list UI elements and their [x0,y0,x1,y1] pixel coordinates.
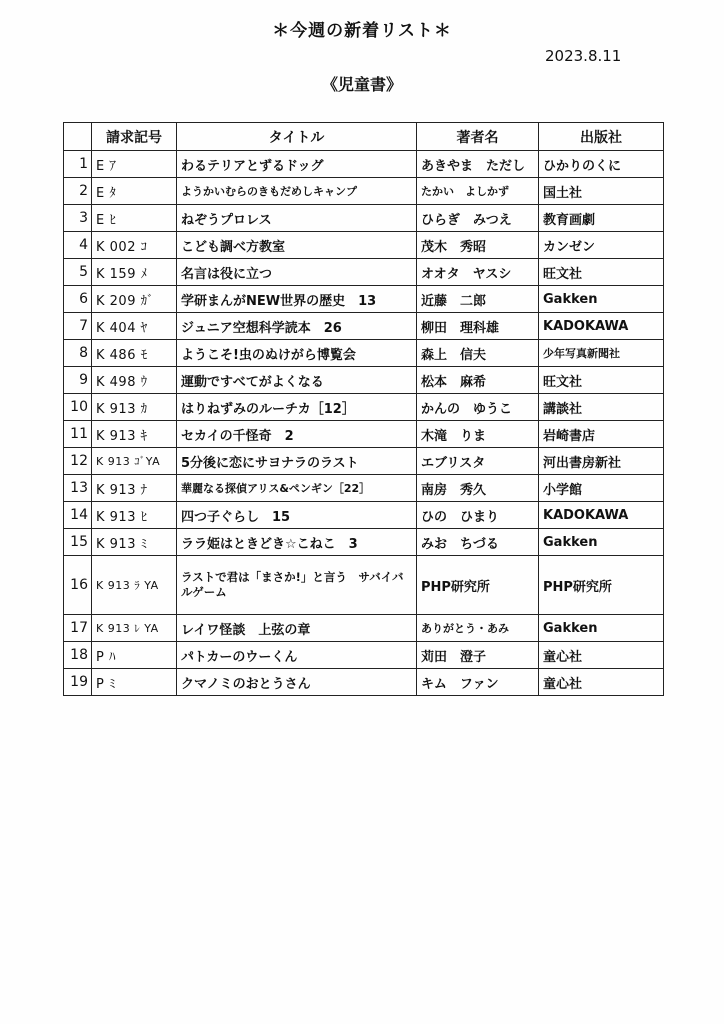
publisher-name: 教育画劇 [539,205,664,232]
author-name: 茂木 秀昭 [417,232,539,259]
table-row [64,529,664,556]
author-name: オオタ ヤスシ [417,259,539,286]
row-number: 15 [64,529,92,556]
call-number: K 913 ﾐ [92,529,177,556]
column-header-number [64,123,92,151]
table-row [64,502,664,529]
book-title: レイワ怪談 上弦の章 [177,615,417,642]
author-name: みお ちづる [417,529,539,556]
table-header-row [64,123,664,151]
book-title: 四つ子ぐらし 15 [177,502,417,529]
author-name: 柳田 理科雄 [417,313,539,340]
call-number: K 913 ﾗ YA [92,556,177,615]
table-row [64,313,664,340]
author-name: 森上 信夫 [417,340,539,367]
book-title: ようこそ!虫のぬけがら博覧会 [177,340,417,367]
row-number: 14 [64,502,92,529]
author-name: 南房 秀久 [417,475,539,502]
table-row [64,259,664,286]
row-number: 4 [64,232,92,259]
list-date: 2023.8.11 [545,47,622,65]
row-number: 6 [64,286,92,313]
author-name: ひの ひまり [417,502,539,529]
book-title: ようかいむらのきもだめしキャンプ [177,178,417,205]
call-number: K 913 ﾚ YA [92,615,177,642]
publisher-name: 講談社 [539,394,664,421]
table-row [64,286,664,313]
call-number: K 404 ﾔ [92,313,177,340]
author-name: あきやま ただし [417,151,539,178]
call-number: K 002 ｺ [92,232,177,259]
call-number: E ｱ [92,151,177,178]
book-title: はりねずみのルーチカ［12］ [177,394,417,421]
publisher-name: 童心社 [539,669,664,696]
call-number: K 209 ｶﾞ [92,286,177,313]
book-title: 華麗なる探偵アリス&ペンギン［22］ [177,475,417,502]
call-number: P ﾊ [92,642,177,669]
table-row [64,340,664,367]
author-name: PHP研究所 [417,556,539,615]
row-number: 7 [64,313,92,340]
column-header-publisher: 出版社 [539,123,664,151]
row-number: 19 [64,669,92,696]
new-arrivals-table [63,122,664,696]
row-number: 11 [64,421,92,448]
table-row [64,205,664,232]
book-title: 5分後に恋にサヨナラのラスト [177,448,417,475]
table-row [64,394,664,421]
book-title: ララ姫はときどき☆こねこ 3 [177,529,417,556]
publisher-name: カンゼン [539,232,664,259]
publisher-name: KADOKAWA [539,313,664,340]
book-title: ラストで君は「まさか!」と言う サバイバルゲーム [177,556,417,615]
call-number: P ﾐ [92,669,177,696]
call-number: K 913 ﾅ [92,475,177,502]
author-name: かんの ゆうこ [417,394,539,421]
row-number: 8 [64,340,92,367]
table-row [64,475,664,502]
column-header-call-number: 請求記号 [92,123,177,151]
author-name: 近藤 二郎 [417,286,539,313]
row-number: 2 [64,178,92,205]
publisher-name: 岩崎書店 [539,421,664,448]
author-name: 松本 麻希 [417,367,539,394]
book-title: わるテリアとずるドッグ [177,151,417,178]
column-header-title: タイトル [177,123,417,151]
column-header-author: 著者名 [417,123,539,151]
book-title: 学研まんがNEW世界の歴史 13 [177,286,417,313]
call-number: K 913 ﾋ [92,502,177,529]
publisher-name: 小学館 [539,475,664,502]
publisher-name: 童心社 [539,642,664,669]
book-title: セカイの千怪奇 2 [177,421,417,448]
publisher-name: 河出書房新社 [539,448,664,475]
author-name: エブリスタ [417,448,539,475]
book-title: ジュニア空想科学読本 26 [177,313,417,340]
author-name: たかい よしかず [417,178,539,205]
book-title: 名言は役に立つ [177,259,417,286]
publisher-name: 旺文社 [539,367,664,394]
row-number: 3 [64,205,92,232]
book-title: こども調べ方教室 [177,232,417,259]
page-title: ＊今週の新着リスト＊ [272,21,452,41]
row-number: 9 [64,367,92,394]
author-name: キム ファン [417,669,539,696]
call-number: E ﾀ [92,178,177,205]
publisher-name: Gakken [539,615,664,642]
book-title: 運動ですべてがよくなる [177,367,417,394]
table-row [64,615,664,642]
call-number: K 913 ｺﾞYA [92,448,177,475]
call-number: K 159 ﾒ [92,259,177,286]
publisher-name: 国土社 [539,178,664,205]
publisher-name: ひかりのくに [539,151,664,178]
publisher-name: PHP研究所 [539,556,664,615]
row-number: 17 [64,615,92,642]
call-number: E ﾋ [92,205,177,232]
book-title: パトカーのウーくん [177,642,417,669]
table-row [64,367,664,394]
category-heading: 《児童書》 [321,75,402,94]
call-number: K 486 ﾓ [92,340,177,367]
table-row [64,178,664,205]
table-row [64,151,664,178]
book-title: ねぞうプロレス [177,205,417,232]
table-row [64,421,664,448]
row-number: 16 [64,556,92,615]
row-number: 12 [64,448,92,475]
row-number: 1 [64,151,92,178]
publisher-name: Gakken [539,529,664,556]
call-number: K 913 ｷ [92,421,177,448]
publisher-name: 旺文社 [539,259,664,286]
author-name: 苅田 澄子 [417,642,539,669]
table-row [64,556,664,615]
publisher-name: 少年写真新聞社 [539,340,664,367]
row-number: 13 [64,475,92,502]
table-row [64,642,664,669]
row-number: 18 [64,642,92,669]
table-row [64,669,664,696]
table-row [64,448,664,475]
row-number: 10 [64,394,92,421]
publisher-name: Gakken [539,286,664,313]
call-number: K 913 ｶ [92,394,177,421]
author-name: ひらぎ みつえ [417,205,539,232]
row-number: 5 [64,259,92,286]
publisher-name: KADOKAWA [539,502,664,529]
call-number: K 498 ｳ [92,367,177,394]
author-name: 木滝 りま [417,421,539,448]
book-title: クマノミのおとうさん [177,669,417,696]
author-name: ありがとう・あみ [417,615,539,642]
table-row [64,232,664,259]
